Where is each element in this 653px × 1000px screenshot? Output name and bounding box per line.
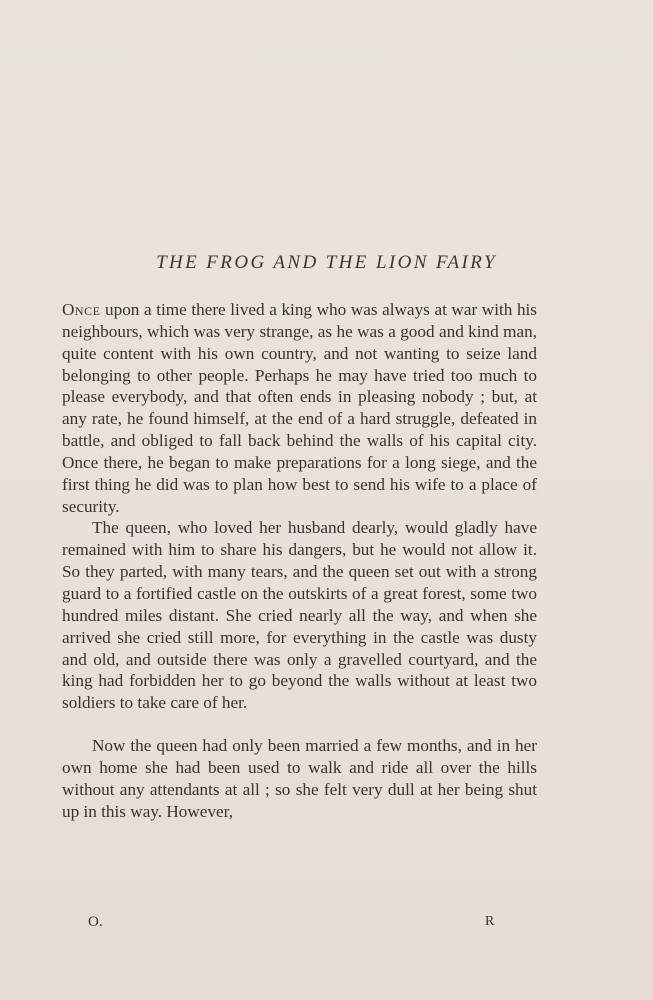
drop-lead-word: Once (62, 300, 101, 319)
signature-mark-right: R (485, 914, 495, 929)
paragraph-3: Now the queen had only been married a few months, and in her own home she had been used to walk and ride all over the hills without any attendants at all ; so she felt very dull at her being shut up in this way. However, (62, 736, 537, 821)
chapter-title: THE FROG AND THE LION FAIRY (156, 252, 497, 273)
paragraph-1-text: upon a time there lived a king who was always at war with his neighbours, which was very strange, as he was a good and kind man, quite content with his own country, and not wanting to seize land belonging to other people. Perhaps he may have tried too much to please everybody, and that often ends in pleasing nobody ; but, at any rate, he found himself, at the end of a hard struggle, defeated in battle, and obliged to fall back behind the walls of his capital city. Once there, he began to make preparations for a long siege, and the first thing he did was to plan how best to send his wife to a place of security. (62, 300, 537, 516)
paragraph-2: The queen, who loved her husband dearly, would gladly have remained with him to share his dangers, but he would not allow it. So they parted, with many tears, and the queen set out with a strong guard to a fortified castle on the outskirts of a great forest, some two hundred miles distant. She cried nearly all the way, and when she arrived she cried still more, for everything in the castle was dusty and old, and outside there was only a gravelled courtyard, and the king had forbidden her to go beyond the walls without at least two soldiers to take care of her. (62, 518, 537, 713)
body-text (62, 299, 537, 822)
paragraph-1 (62, 299, 537, 517)
signature-mark-left: O. (88, 914, 103, 930)
